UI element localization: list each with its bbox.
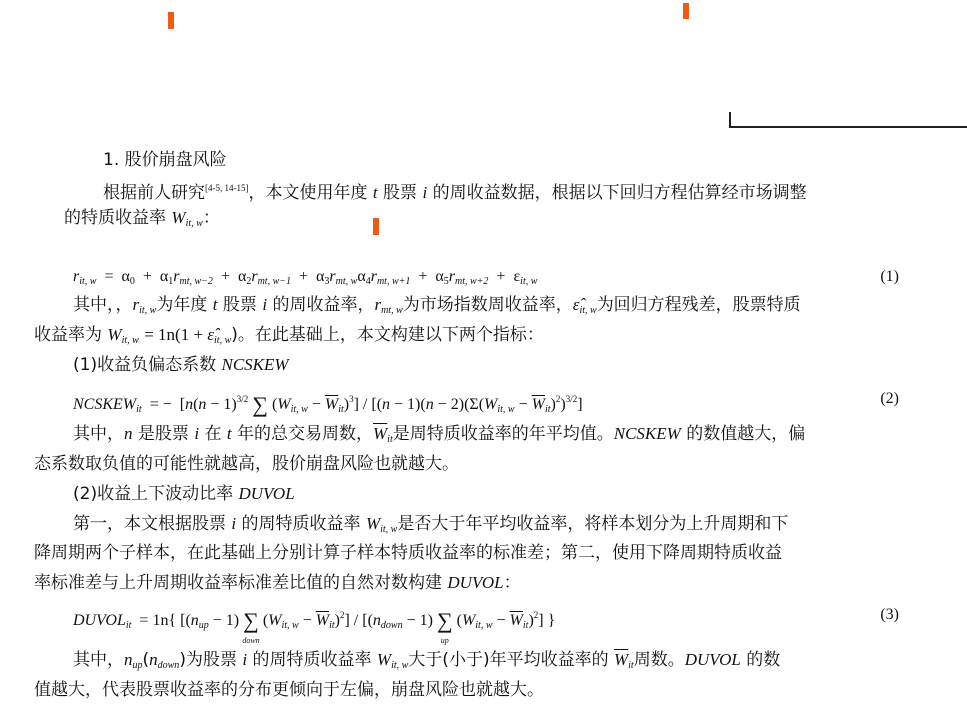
- item2-heading: (2)收益上下波动比率 DUVOL: [73, 484, 295, 504]
- orange-marker-2: [683, 3, 689, 19]
- para5-line1: 其中，$n_{up}(n_{down})$为股票 i 的周特质收益率 $W_{it, w}$大于(小于)年平均收益率的 $\overline{W}_{it}$周数。DUVOL 的数: [73, 650, 781, 671]
- para1-line2: 的特质收益率 $W_{it, w}$：: [64, 208, 220, 229]
- para5-line2: 值越大，代表股票收益率的分布更倾向于左偏，崩盘风险也就越大。: [34, 680, 544, 700]
- para4-line1: 第一，本文根据股票 i 的周特质收益率 $W_{it, w}$是否大于年平均收益率，将样本划分为上升周期和下: [73, 514, 789, 535]
- equation-3-number: (3): [880, 606, 899, 623]
- para4-line3: 率标准差与上升周期收益率标准差比值的自然对数构建 DUVOL：: [34, 573, 521, 593]
- equation-3: $DUVOL_{it} = 1n${ [$(n_{up} - 1)$ ∑ down $(W_{it, w} - \overline{W}_{it})^2] / [(n_{down} - 1)$ ∑ up $(W_{it, w} - \overline{W}_{it})^2$] }: [73, 608, 556, 645]
- orange-marker-3: [373, 218, 379, 235]
- corner-rule: [729, 126, 967, 128]
- equation-2: $NCSKEW_{it}$ = − [$n(n - 1)^{3/2}$ ∑ $(W_{it, w} - \overline{W}_{it})^3] / [(n - 1)(n - 2)(\Sigma(W_{it, w} - \overline{W}_{it})^2)^{3/2}]$: [73, 392, 583, 417]
- item1-heading: (1)收益负偏态系数 NCSKEW: [73, 355, 289, 375]
- para4-line2: 降周期两个子样本，在此基础上分别计算子样本特质收益率的标准差；第二，使用下降周期特质收益: [34, 543, 782, 563]
- para3-line2: 态系数取负值的可能性就越高，股价崩盘风险也就越大。: [34, 454, 459, 474]
- equation-2-number: (2): [880, 390, 899, 407]
- para3-line1: 其中，n 是股票 i 在 t 年的总交易周数，$\overline{W}_{it}$是周特质收益率的年平均值。NCSKEW 的数值越大，偏: [73, 424, 806, 445]
- orange-marker-1: [168, 12, 174, 29]
- section-heading: 1. 股价崩盘风险: [103, 150, 227, 170]
- equation-1: $r_{it, w} = \alpha_0 + \alpha_1r_{mt, w-2} + \alpha_2r_{mt, w-1} + \alpha_3r_{mt, w}\alpha_4r_{mt, w+1} + \alpha_5r_{mt, w+2} + \varepsilon_{it, w}$: [73, 268, 538, 287]
- equation-1-number: (1): [880, 268, 899, 285]
- para2-line2: 收益率为 $W_{it, w} = 1n(1$ + $\varepsilon̂_{it, w}$)。在此基础上，本文构建以下两个指标：: [34, 325, 544, 346]
- para1-line1: 根据前人研究[4-5, 14-15]，本文使用年度 t 股票 i 的周收益数据，根据以下回归方程估算经市场调整: [103, 183, 807, 203]
- para2-line1: 其中，，$r_{it, w}$为年度 t 股票 i 的周收益率，$r_{mt, w}$为市场指数周收益率，$\varepsilon̂_{it, w}$为回归方程残差，股票特质: [73, 295, 801, 316]
